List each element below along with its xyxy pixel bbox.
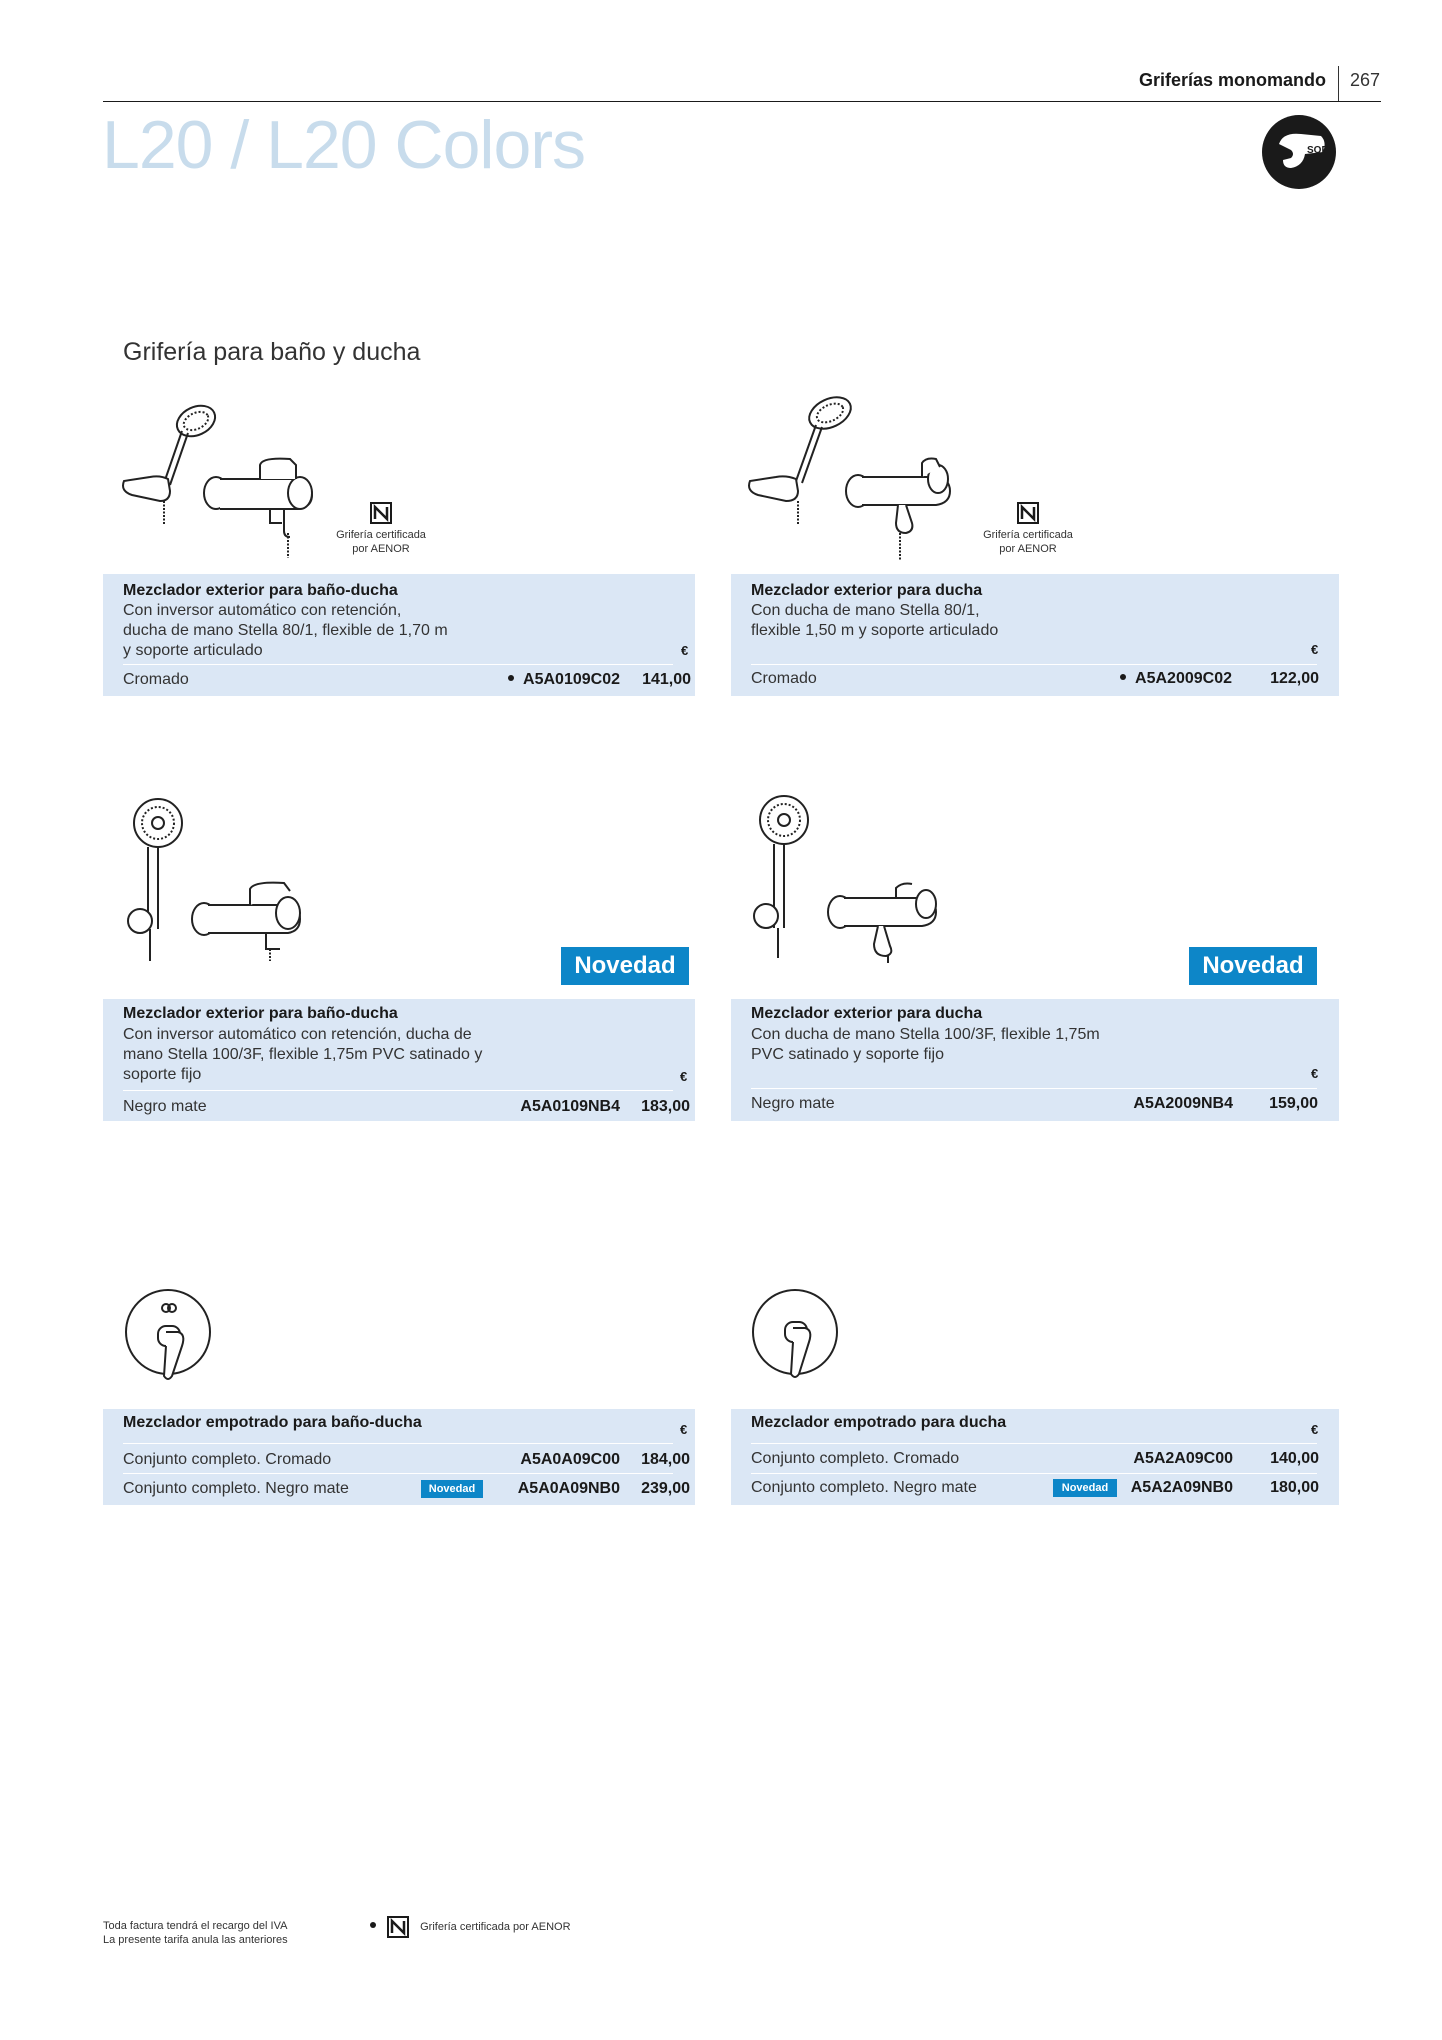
section-title: Grifería para baño y ducha	[123, 338, 421, 366]
currency-symbol: €	[680, 1069, 688, 1084]
product-desc-line: soporte fijo	[123, 1066, 202, 1083]
product-panel-bath-shower-black	[103, 999, 695, 1121]
footer-note-line: La presente tarifa anula las anteriores	[103, 1934, 288, 1946]
page-number: 267	[1350, 70, 1381, 90]
novedad-badge: Novedad	[561, 947, 689, 985]
cert-label: Grifería certificada	[336, 529, 426, 541]
product-desc-line: Con ducha de mano Stella 100/3F, flexible 1,75m	[751, 1026, 1100, 1043]
row-separator	[751, 1443, 1317, 1444]
cert-label: por AENOR	[999, 543, 1057, 555]
product-title: Mezclador exterior para ducha	[751, 582, 983, 599]
product-price: 184,00	[641, 1451, 690, 1468]
product-code-text: A5A0109C02	[523, 671, 620, 688]
product-image-bath-shower-mixer-black	[120, 793, 320, 963]
product-title: Mezclador exterior para baño-ducha	[123, 1005, 398, 1022]
product-code: A5A0109NB4	[520, 1098, 620, 1115]
header-divider	[1338, 66, 1339, 101]
product-panel-bath-shower-chrome	[103, 574, 695, 696]
finish-label: Conjunto completo. Cromado	[751, 1450, 960, 1467]
product-price: 141,00	[642, 671, 691, 688]
product-price: 239,00	[641, 1480, 690, 1497]
product-image-shower-mixer-black	[746, 788, 966, 963]
aenor-bullet-icon	[1120, 674, 1126, 680]
aenor-bullet-icon	[508, 675, 514, 681]
row-separator	[123, 664, 673, 665]
currency-symbol: €	[1311, 1422, 1319, 1437]
aenor-cert-badge	[326, 502, 436, 556]
product-title: Mezclador empotrado para ducha	[751, 1414, 1007, 1431]
finish-label: Negro mate	[123, 1098, 207, 1115]
product-code: A5A2009NB4	[1133, 1095, 1233, 1112]
product-code: A5A0A09NB0	[517, 1480, 620, 1497]
product-price: 140,00	[1270, 1450, 1319, 1467]
aenor-n-icon	[387, 1916, 409, 1938]
product-title: Mezclador empotrado para baño-ducha	[123, 1414, 422, 1431]
cert-label: por AENOR	[352, 543, 410, 555]
product-code: A5A2A09NB0	[1130, 1479, 1233, 1496]
product-image-shower-mixer	[746, 383, 976, 563]
soft-logo	[1261, 114, 1337, 190]
product-price: 180,00	[1270, 1479, 1319, 1496]
product-price: 122,00	[1270, 670, 1319, 687]
novedad-badge-small: Novedad	[421, 1480, 483, 1498]
product-code	[1120, 670, 1232, 688]
row-separator	[751, 1088, 1317, 1089]
section-header: Griferías monomando	[1138, 70, 1326, 90]
novedad-badge: Novedad	[1189, 947, 1317, 985]
product-code-text: A5A2009C02	[1135, 670, 1232, 687]
product-image-concealed-shower	[747, 1284, 847, 1384]
finish-label: Conjunto completo. Negro mate	[123, 1480, 349, 1497]
aenor-n-icon	[1017, 502, 1039, 524]
currency-symbol: €	[681, 643, 689, 658]
product-desc-line: Con inversor automático con retención, ducha de	[123, 1026, 472, 1043]
page-title: L20 / L20 Colors	[102, 107, 585, 183]
product-code: A5A2A09C00	[1133, 1450, 1233, 1467]
product-desc-line: ducha de mano Stella 80/1, flexible de 1,70 m	[123, 622, 448, 639]
product-panel-shower-chrome	[731, 574, 1339, 696]
product-image-bath-shower-mixer	[120, 383, 330, 563]
finish-label: Conjunto completo. Cromado	[123, 1451, 332, 1468]
row-separator	[751, 1473, 1317, 1474]
currency-symbol: €	[1311, 642, 1319, 657]
currency-symbol: €	[1311, 1066, 1319, 1081]
row-separator	[751, 664, 1317, 665]
product-code	[508, 671, 620, 689]
row-separator	[123, 1473, 673, 1474]
product-desc-line: PVC satinado y soporte fijo	[751, 1046, 944, 1063]
product-desc-line: flexible 1,50 m y soporte articulado	[751, 622, 999, 639]
footer-legend-text: Grifería certificada por AENOR	[420, 1921, 571, 1933]
footer-note-line: Toda factura tendrá el recargo del IVA	[103, 1920, 288, 1932]
row-separator	[123, 1443, 673, 1444]
product-title: Mezclador exterior para ducha	[751, 1005, 983, 1022]
finish-label: Negro mate	[751, 1095, 835, 1112]
footer-note	[103, 1919, 288, 1947]
product-desc-line: mano Stella 100/3F, flexible 1,75m PVC satinado y	[123, 1046, 483, 1063]
cert-label: Grifería certificada	[983, 529, 1073, 541]
product-code: A5A0A09C00	[520, 1451, 620, 1468]
product-title: Mezclador exterior para baño-ducha	[123, 582, 398, 599]
aenor-cert-badge	[973, 502, 1083, 556]
product-panel-concealed-shower	[731, 1409, 1339, 1505]
logo-text: SOFT	[1307, 145, 1334, 156]
finish-label: Cromado	[751, 670, 817, 687]
footer-legend	[370, 1916, 571, 1938]
product-image-concealed-bath-shower	[120, 1284, 220, 1384]
currency-symbol: €	[680, 1422, 688, 1437]
product-desc-line: y soporte articulado	[123, 642, 263, 659]
product-panel-shower-black	[731, 999, 1339, 1121]
product-desc-line: Con inversor automático con retención,	[123, 602, 402, 619]
product-desc-line: Con ducha de mano Stella 80/1,	[751, 602, 980, 619]
finish-label: Conjunto completo. Negro mate	[751, 1479, 977, 1496]
aenor-bullet-icon	[370, 1922, 376, 1928]
product-price: 183,00	[641, 1098, 690, 1115]
header-rule	[103, 101, 1381, 102]
product-panel-concealed-bath-shower	[103, 1409, 695, 1505]
finish-label: Cromado	[123, 671, 189, 688]
aenor-n-icon	[370, 502, 392, 524]
row-separator	[123, 1090, 673, 1091]
novedad-badge-small: Novedad	[1053, 1479, 1117, 1497]
product-price: 159,00	[1269, 1095, 1318, 1112]
